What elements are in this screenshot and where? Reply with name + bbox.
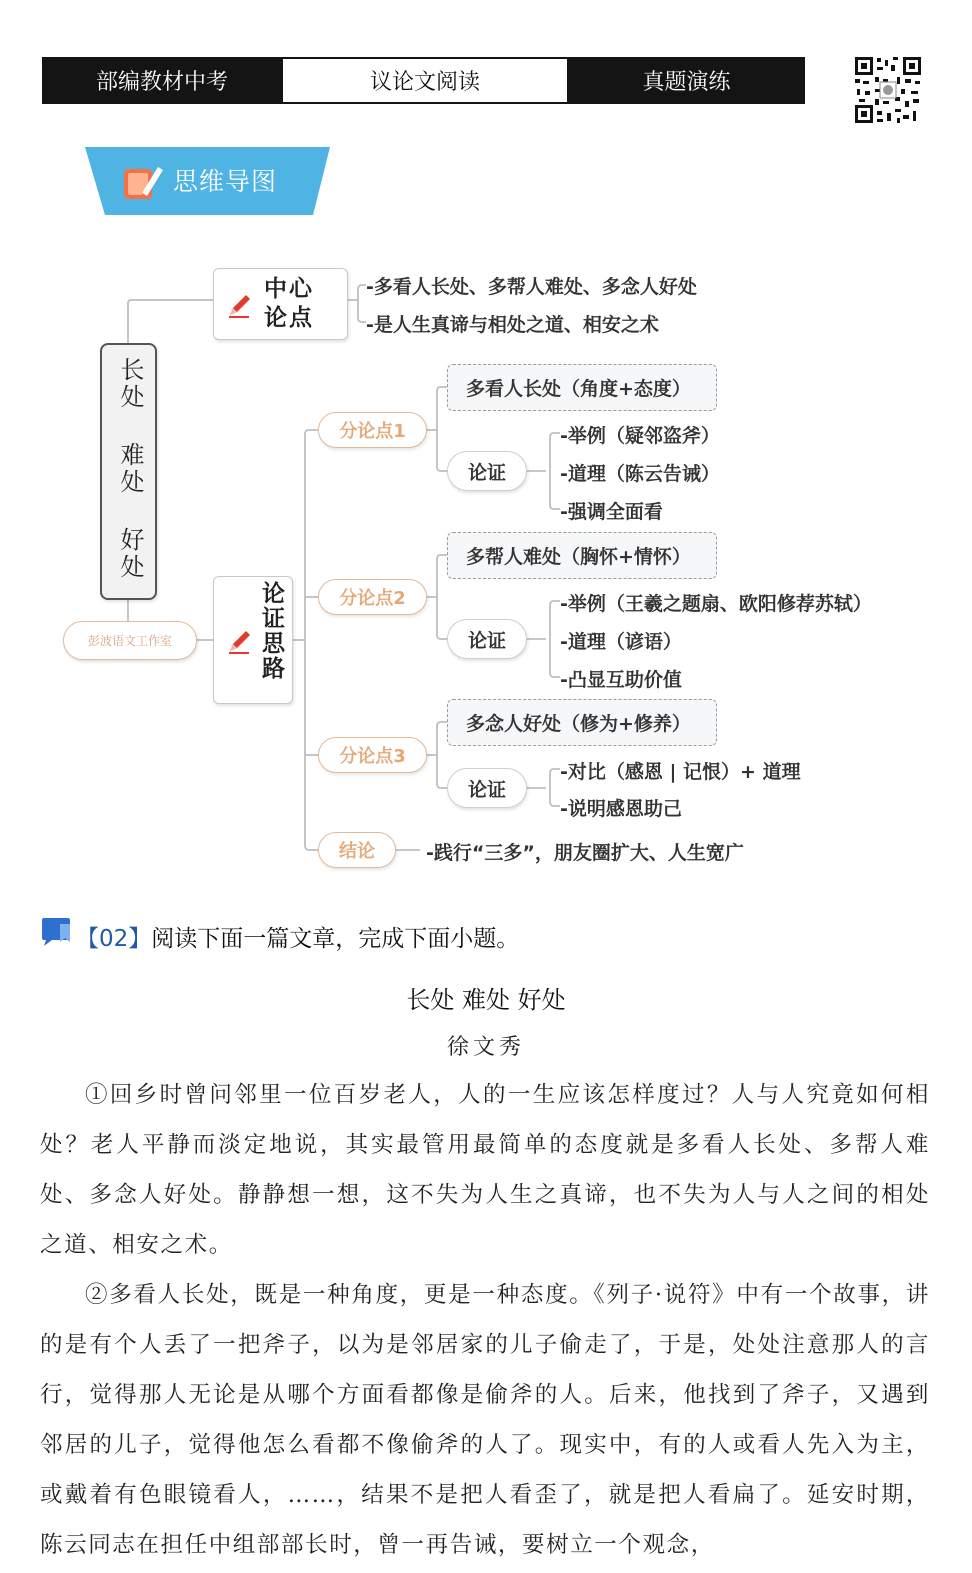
center-argument-box xyxy=(213,268,348,340)
header-tab-reading xyxy=(281,57,569,104)
sub-point-1-pill: 分论点1 xyxy=(318,412,427,448)
conclusion-text: -践行“三多”，朋友圈扩大、人生宽广 xyxy=(426,842,744,864)
sub-point-3-claim: 多念人好处（修为+修养） xyxy=(447,699,717,746)
qr-code-icon xyxy=(853,55,923,125)
sub-point-1-argue: 论证 xyxy=(447,451,527,491)
sub-point-2-item-2: -道理（谚语） xyxy=(560,631,682,653)
sub-point-1-item-3: -强调全面看 xyxy=(560,501,663,523)
sub-point-1-item-2: -道理（陈云告诫） xyxy=(560,463,720,485)
sub-point-1-claim: 多看人长处（角度+态度） xyxy=(447,364,717,411)
sub-point-1-item-1: -举例（疑邻盗斧） xyxy=(560,425,720,447)
studio-tag: 彭波语文工作室 xyxy=(63,621,197,660)
sub-point-3-pill: 分论点3 xyxy=(318,737,427,773)
argument-path-box xyxy=(213,576,293,704)
center-point-1: -多看人长处、多帮人难处、多念人好处 xyxy=(366,276,697,298)
conclusion-pill: 结论 xyxy=(318,832,396,868)
header-left-label: 部编教材中考 xyxy=(95,70,228,95)
header-tab-practice xyxy=(568,57,805,104)
sub-point-2-pill: 分论点2 xyxy=(318,579,427,615)
center-point-2: -是人生真谛与相处之道、相安之术 xyxy=(366,314,659,336)
header-tab-exam xyxy=(42,57,282,104)
article-author: 徐文秀 xyxy=(446,1035,525,1060)
sub-point-3-argue: 论证 xyxy=(447,768,527,808)
pencil-note-icon xyxy=(122,163,164,203)
mindmap-root-label: 长处 难处 好处 xyxy=(116,357,144,581)
pencil-icon xyxy=(226,627,254,655)
question-text: 阅读下面一篇文章，完成下面小题。 xyxy=(151,926,520,952)
sub-point-3-item-1: -对比（感恩 | 记恨）+ 道理 xyxy=(560,761,801,783)
article-title: 长处 难处 好处 xyxy=(406,986,566,1014)
header-center-label: 议论文阅读 xyxy=(369,70,480,95)
pencil-icon xyxy=(226,291,254,319)
argument-path-label: 论证思路 xyxy=(258,581,284,681)
sub-point-2-argue: 论证 xyxy=(447,619,527,659)
mindmap-root xyxy=(100,343,157,600)
sub-point-3-item-2: -说明感恩助己 xyxy=(560,798,682,820)
banner-label: 思维导图 xyxy=(173,167,278,196)
sub-point-2-claim: 多帮人难处（胸怀+情怀） xyxy=(447,532,717,579)
sub-point-2-item-3: -凸显互助价值 xyxy=(560,669,682,691)
header-right-label: 真题演练 xyxy=(642,70,731,95)
article-paragraph-2: ②多看人长处，既是一种角度，更是一种态度。《列子·说符》中有一个故事，讲的是有个人丢了一把斧子，以为是邻居家的儿子偷走了，于是，处处注意那人的言行，觉得那人无论是从哪个方面看都像是偷斧的人。后来，他找到了斧子，又遇到邻居的儿子，觉得他怎么看都不像偷斧的人了。现实中，有的人或看人先入为主，或戴着有色眼镜看人，……，结果不是把人看歪了，就是把人看扁了。延安时期，陈云同志在担任中组部部长时，曾一再告诫，要树立一个观念， xyxy=(40,1282,930,1558)
question-number: 【02】 xyxy=(76,926,152,952)
article-paragraph-1: ①回乡时曾问邻里一位百岁老人，人的一生应该怎样度过？人与人究竟如何相处？老人平静而淡定地说，其实最管用最简单的态度就是多看人长处、多帮人难处、多念人好处。静静想一想，这不失为人生之真谛，也不失为人与人之间的相处之道、相安之术。 xyxy=(40,1082,930,1258)
center-argument-label: 中心论点 xyxy=(264,276,314,331)
question-heading xyxy=(40,920,519,953)
sub-point-2-item-1: -举例（王羲之题扇、欧阳修荐苏轼） xyxy=(560,593,872,615)
